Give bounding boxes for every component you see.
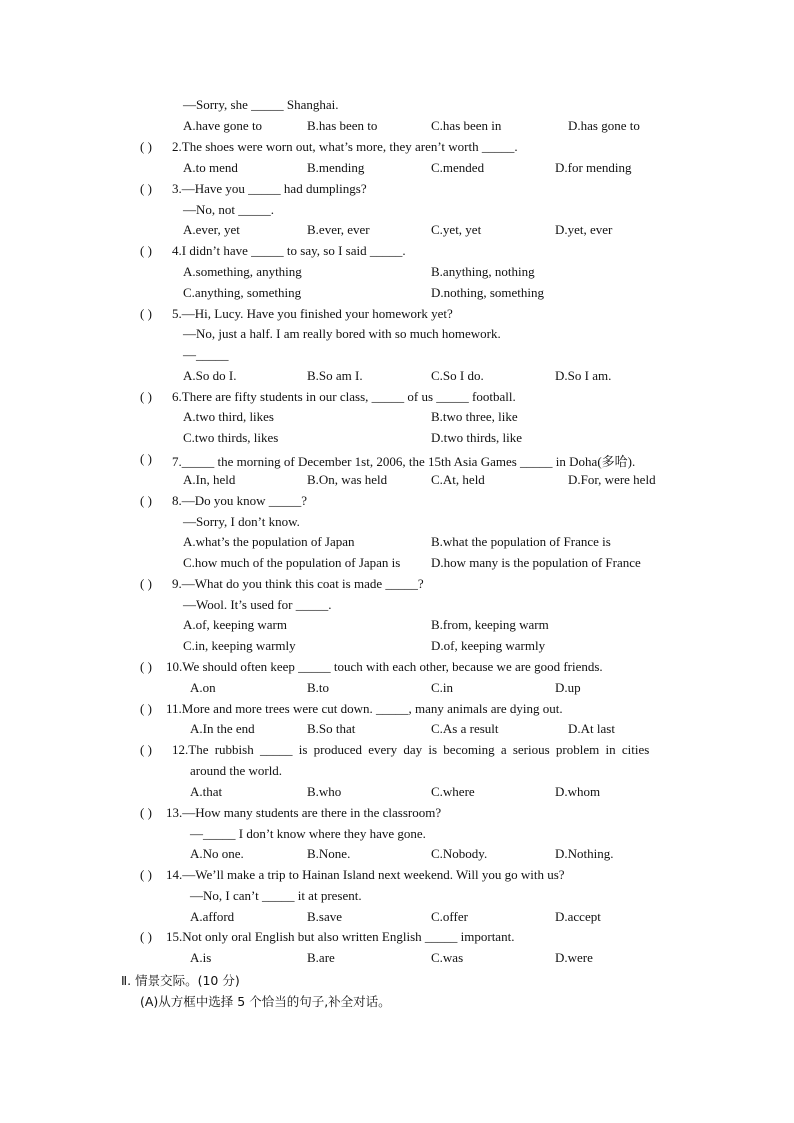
option: C.has been in (431, 118, 502, 133)
option: D.whom (555, 784, 601, 799)
answer-paren: ( ) (140, 389, 152, 404)
answer-paren: ( ) (140, 451, 152, 466)
option: C.two thirds, likes (183, 430, 279, 445)
answer-paren: ( ) (140, 181, 152, 196)
option: C.yet, yet (431, 222, 482, 237)
option: B.mending (307, 160, 365, 175)
option: D.has gone to (568, 118, 640, 133)
option: A.two third, likes (183, 409, 274, 424)
option: C.where (431, 784, 475, 799)
answer-paren: ( ) (140, 576, 152, 591)
question-continuation: —No, just a half. I am really bored with so much homework. (183, 326, 501, 341)
option: B.save (307, 909, 343, 924)
option: A.what’s the population of Japan (183, 534, 355, 549)
option: A.No one. (190, 846, 244, 861)
option: A.have gone to (183, 118, 263, 133)
option: C.mended (431, 160, 485, 175)
option: B.what the population of France is (431, 534, 611, 549)
option: C.was (431, 950, 464, 965)
question-continuation: —Sorry, I don’t know. (183, 514, 300, 529)
option: B.ever, ever (307, 222, 370, 237)
question-stem: 6.There are fifty students in our class, _____ of us _____ football. (172, 389, 516, 404)
option: A.of, keeping warm (183, 617, 287, 632)
question-continuation: —No, not _____. (183, 202, 274, 217)
question-stem: 7._____ the morning of December 1st, 2006, the 15th Asia Games _____ in Doha(多哈). (172, 454, 636, 469)
answer-paren: ( ) (140, 243, 152, 258)
option: A.afford (190, 909, 235, 924)
question-stem: 9.—What do you think this coat is made _____? (172, 576, 424, 591)
intro-line: —Sorry, she _____ Shanghai. (183, 97, 339, 112)
option: D.nothing, something (431, 285, 545, 300)
option: C.anything, something (183, 285, 302, 300)
option: D.up (555, 680, 581, 695)
option: C.So I do. (431, 368, 484, 383)
question-continuation: —Wool. It’s used for _____. (183, 597, 332, 612)
option: D.accept (555, 909, 601, 924)
question-continuation: —_____ (183, 347, 229, 362)
option: D.For, were held (568, 472, 656, 487)
question-stem: 5.—Hi, Lucy. Have you finished your homework yet? (172, 306, 453, 321)
option: D.At last (568, 721, 615, 736)
answer-paren: ( ) (140, 742, 152, 757)
question-stem: 8.—Do you know _____? (172, 493, 308, 508)
question-stem: 15.Not only oral English but also written English _____ important. (166, 929, 515, 944)
option: B.to (307, 680, 330, 695)
answer-paren: ( ) (140, 805, 152, 820)
option: A.on (190, 680, 216, 695)
section-heading: Ⅱ. 情景交际。(10 分) (121, 973, 240, 988)
option: A.that (190, 784, 223, 799)
answer-paren: ( ) (140, 929, 152, 944)
option: A.ever, yet (183, 222, 240, 237)
question-continuation: —_____ I don’t know where they have gone. (190, 826, 426, 841)
section-instruction: (A)从方框中选择 5 个恰当的句子,补全对话。 (140, 994, 391, 1009)
answer-paren: ( ) (140, 659, 152, 674)
option: D.how many is the population of France (431, 555, 641, 570)
question-stem: 4.I didn’t have _____ to say, so I said _____. (172, 243, 406, 258)
question-stem: 14.—We’ll make a trip to Hainan Island next weekend. Will you go with us? (166, 867, 565, 882)
question-continuation: around the world. (190, 763, 283, 778)
answer-paren: ( ) (140, 306, 152, 321)
answer-paren: ( ) (140, 493, 152, 508)
option: B.So that (307, 721, 356, 736)
option: B.two three, like (431, 409, 518, 424)
question-stem: 3.—Have you _____ had dumplings? (172, 181, 367, 196)
option: C.Nobody. (431, 846, 488, 861)
question-stem: 2.The shoes were worn out, what’s more, they aren’t worth _____. (172, 139, 518, 154)
option: B.has been to (307, 118, 378, 133)
question-stem: 11.More and more trees were cut down. _____, many animals are dying out. (166, 701, 563, 716)
option: D.were (555, 950, 593, 965)
option: A.something, anything (183, 264, 302, 279)
option: A.So do I. (183, 368, 237, 383)
option: B.anything, nothing (431, 264, 535, 279)
option: C.offer (431, 909, 468, 924)
option: C.in, keeping warmly (183, 638, 296, 653)
question-stem: 10.We should often keep _____ touch with each other, because we are good friends. (166, 659, 603, 674)
option: D.for mending (555, 160, 632, 175)
option: D.Nothing. (555, 846, 614, 861)
question-stem: 12.The rubbish _____ is produced every day is becoming a serious problem in cities (172, 742, 650, 757)
option: C.At, held (431, 472, 485, 487)
option: A.to mend (183, 160, 238, 175)
option: D.yet, ever (555, 222, 613, 237)
option: D.two thirds, like (431, 430, 522, 445)
answer-paren: ( ) (140, 701, 152, 716)
question-stem: 13.—How many students are there in the classroom? (166, 805, 442, 820)
option: B.from, keeping warm (431, 617, 549, 632)
option: D.of, keeping warmly (431, 638, 546, 653)
answer-paren: ( ) (140, 139, 152, 154)
option: B.are (307, 950, 335, 965)
option: A.In the end (190, 721, 255, 736)
answer-paren: ( ) (140, 867, 152, 882)
option: B.So am I. (307, 368, 363, 383)
option: C.As a result (431, 721, 499, 736)
option: C.how much of the population of Japan is (183, 555, 401, 570)
question-continuation: —No, I can’t _____ it at present. (190, 888, 362, 903)
option: D.So I am. (555, 368, 612, 383)
option: A.In, held (183, 472, 236, 487)
option: B.None. (307, 846, 351, 861)
option: B.who (307, 784, 342, 799)
option: A.is (190, 950, 212, 965)
option: B.On, was held (307, 472, 388, 487)
option: C.in (431, 680, 454, 695)
